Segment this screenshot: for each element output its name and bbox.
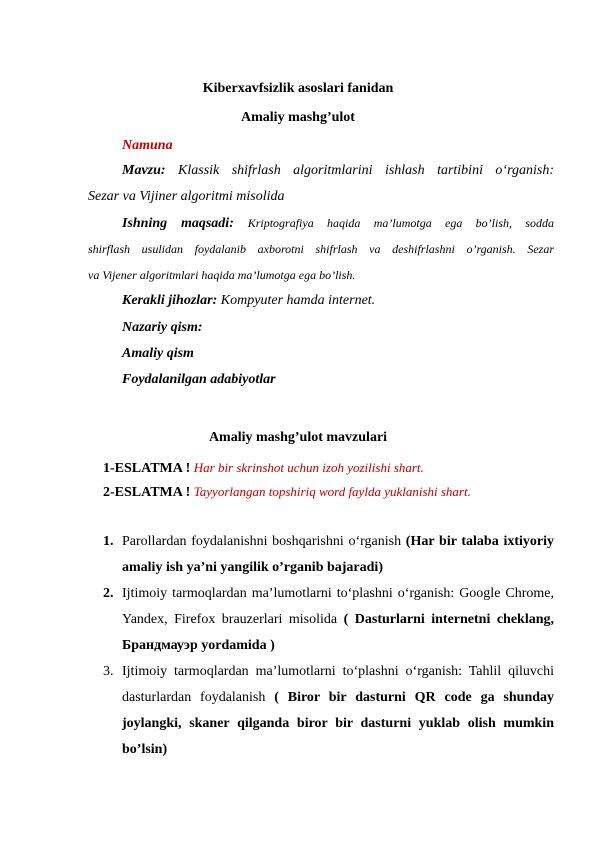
list-item-3-line-4: bo’lsin) — [122, 742, 168, 757]
note-1 — [103, 460, 424, 477]
theory-label: Nazariy qism: — [122, 320, 203, 335]
list-item-1-line-1 — [122, 534, 554, 550]
practice-label: Amaliy qism — [122, 346, 194, 361]
goal-text-2: shirflash usulidan foydalanib axborotni shifrlash va deshifrlashni o’rganish. Sezar — [88, 242, 554, 256]
topic-line-1 — [122, 163, 554, 179]
note-2 — [103, 484, 471, 501]
list-item-3-bold: ( Biror bir dasturni QR code ga shunday — [274, 690, 555, 705]
document-subtitle: Amaliy mashg’ulot — [241, 110, 355, 125]
list-item-1-bold: (Har bir talaba ixtiyoriy — [405, 534, 554, 549]
document-title: Kiberxavfsizlik asoslari fanidan — [202, 81, 394, 96]
list-item-1-line-2: amaliy ish ya’ni yangilik o’rganib bajaradi) — [122, 560, 383, 575]
tools-line — [122, 293, 375, 309]
list-item-2-line-3: Брандмауэр yordamida ) — [122, 638, 275, 653]
tools-text: Kompyuter hamda internet. — [220, 293, 376, 308]
list-item-2-line-2 — [122, 612, 554, 628]
topic-label: Mavzu: — [122, 163, 166, 178]
list-item-3-line-3: joylangki, skaner qilganda biror bir dasturni yuklab olish mumkin — [122, 716, 554, 731]
list-item-2-line-1: Ijtimoiy tarmoqlardan ma’lumotlarni to‘plashni o‘rganish: Google Chrome, — [122, 586, 554, 601]
note-2-label: 2-ESLATMA ! — [103, 485, 191, 500]
topic-text-1: Klassik shifrlash algoritmlarini ishlash tartibini o‘rganish: — [178, 163, 555, 178]
references-label: Foydalanilgan adabiyotlar — [122, 372, 276, 387]
list-item-1-text: Parollardan foydalanishni boshqarishni o‘rganish — [122, 534, 402, 549]
sample-label: Namuna — [122, 138, 173, 153]
tools-label: Kerakli jihozlar: — [122, 293, 218, 308]
list-item-number: 3. — [103, 664, 114, 679]
list-item-2-bold: ( Dasturlarni internetni cheklang, — [343, 612, 554, 627]
topic-text-2: Sezar va Vijiner algoritmi misolida — [88, 189, 285, 204]
list-item-3-text: dasturlardan foydalanish — [122, 690, 266, 705]
list-item-number: 1. — [103, 534, 114, 549]
note-2-text: Tayyorlangan topshiriq word faylda yuklanishi shart. — [193, 484, 471, 499]
goal-text-1: Kriptografiya haqida ma’lumotga ega bo’lish, sodda — [247, 216, 554, 230]
goal-line-1 — [122, 215, 554, 232]
note-1-text: Har bir skrinshot uchun izoh yozilishi shart. — [193, 460, 424, 475]
note-1-label: 1-ESLATMA ! — [103, 461, 191, 476]
topics-heading: Amaliy mashg’ulot mavzulari — [208, 430, 388, 445]
list-item-number: 2. — [103, 586, 114, 601]
list-item-3-line-2 — [122, 690, 554, 706]
list-item-3-line-1: Ijtimoiy tarmoqlardan ma’lumotlarni to‘plashni o‘rganish: Tahlil qiluvchi — [122, 664, 554, 679]
goal-label: Ishning maqsadi: — [122, 216, 234, 231]
list-item-2-text: Yandex, Firefox brauzerlari misolida — [122, 612, 338, 627]
goal-text-3: va Vijener algoritmlari haqida ma’lumotga ega bo’lish. — [88, 268, 356, 282]
